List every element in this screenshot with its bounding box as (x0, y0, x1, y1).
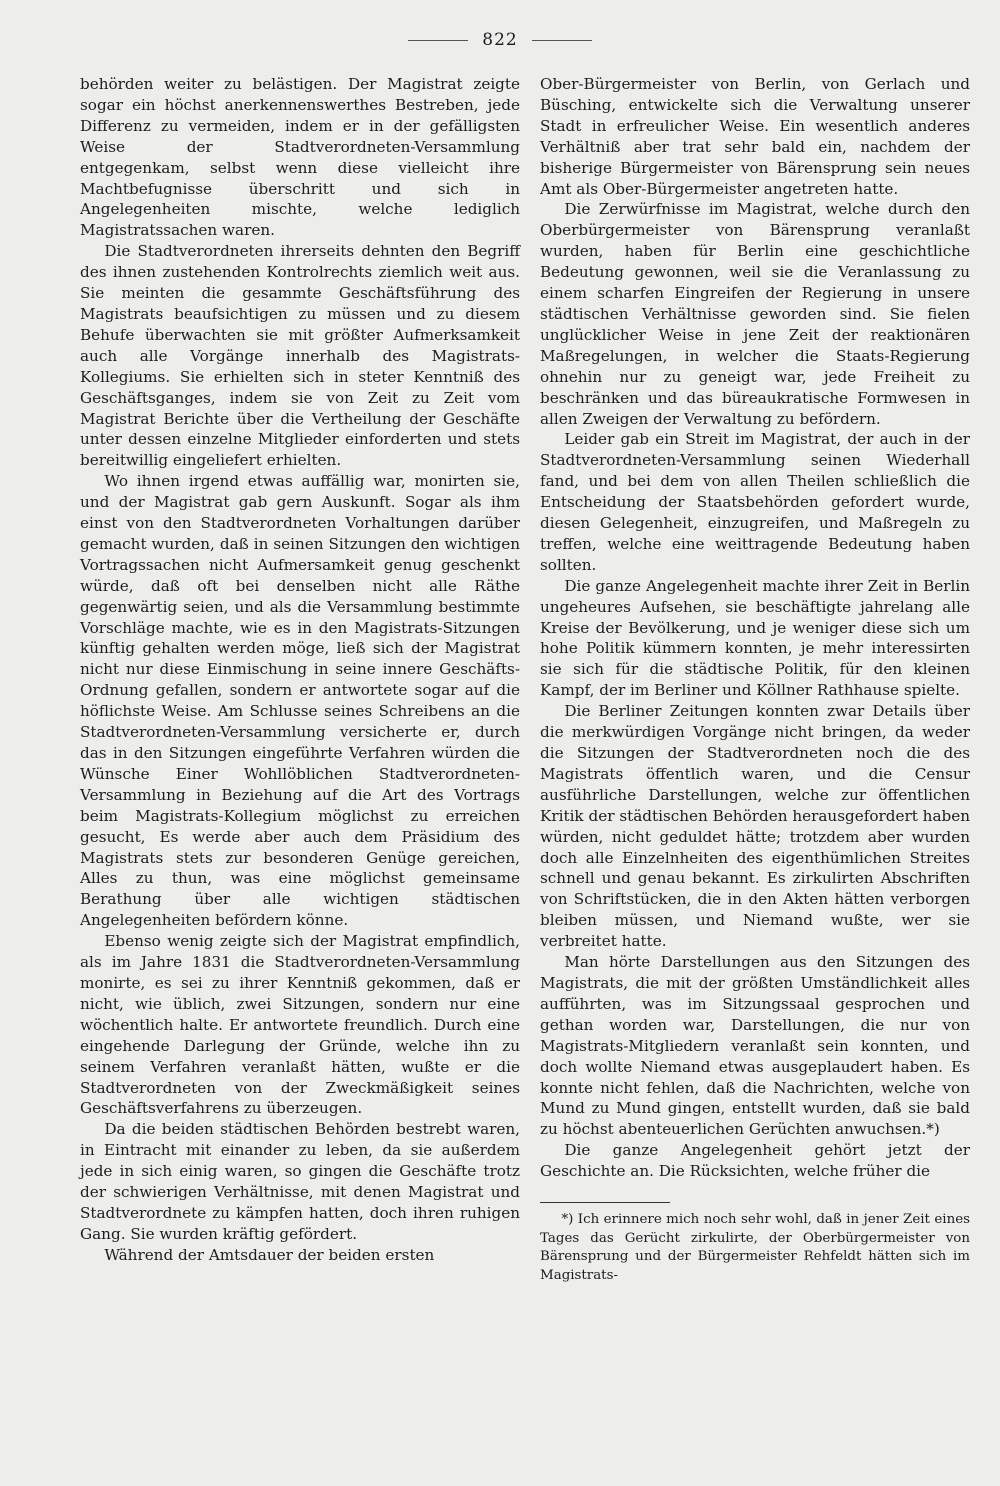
footnote: *) Ich erinnere mich noch sehr wohl, daß in jener Zeit eines Tages das Gerücht zirkulirte, der Oberbürgermeister von Bärensprung und der Bürgermeister Rehfeldt hätten sich im Magistrats- (540, 1212, 970, 1283)
paragraph: Die ganze Angelegenheit gehört jetzt der Geschichte an. Die Rücksichten, welche früher die (540, 1141, 970, 1181)
paragraph: Während der Amtsdauer der beiden ersten (104, 1245, 435, 1264)
paragraph: Die Zerwürfnisse im Magistrat, welche durch den Oberbürgermeister von Bärensprung veranlaßt wurden, haben für Berlin eine geschichtliche Bedeutung gewonnen, weil sie die Veranlassung zu einem scharfen Eingreifen der Regierung in unsere städtischen Verhältnisse geworden sind. Sie fielen unglücklicher Weise in jene Zeit der reaktionären Maßregelungen, in welcher die Staats-Regierung ohnehin nur zu geneigt war, jede Freiheit zu beschränken und das büreaukratische Formwesen in allen Zweigen der Verwaltung zu befördern. (540, 200, 970, 428)
paragraph: Ober-Bürgermeister von Berlin, von Gerlach und Büsching, entwickelte sich die Verwaltung unserer Stadt in erfreulicher Weise. Ein wesentlich anderes Verhältniß aber trat sehr bald ein, nachdem der bisherige Bürgermeister von Bärensprung sein neues Amt als Ober-Bürgermeister angetreten hatte. (540, 75, 970, 198)
paragraph: Die Berliner Zeitungen konnten zwar Details über die merkwürdigen Vorgänge nicht bringen, da weder die Sitzungen der Stadtverordneten noch die des Magistrats öffentlich waren, und die Censur ausführliche Darstellungen, welche zur öffentlichen Kritik der städtischen Behörden herausgefordert haben würden, nicht geduldet hätte; trotzdem aber wurden doch alle Einzelnheiten des eigenthümlichen Streites schnell und genau bekannt. Es zirkulirten Abschriften von Schriftstücken, die in den Akten hätten verborgen bleiben müssen, und Niemand wußte, wer sie verbreitet hatte. (540, 702, 970, 951)
paragraph: Leider gab ein Streit im Magistrat, der auch in der Stadtverordneten-Versammlung seinen Wiederhall fand, und bei dem von allen Theilen schließlich die Entscheidung der Staatsbehörden gefordert wurde, diesen Gelegenheit, einzugreifen, und Maßregeln zu treffen, welche eine weittragende Bedeutung haben sollten. (540, 430, 970, 574)
header-rule-right (532, 40, 592, 41)
paragraph: behörden weiter zu belästigen. Der Magistrat zeigte sogar ein höchst anerkennenswerthes Bestreben, jede Differenz zu vermeiden, indem er in der gefälligsten Weise der Stadtverordneten-Versammlung entgegenkam, selbst wenn diese vielleicht ihre Machtbefugnisse überschritt und sich in Angelegenheiten mischte, welche lediglich Magistratssachen waren. (80, 75, 520, 240)
paragraph: Man hörte Darstellungen aus den Sitzungen des Magistrats, die mit der größten Umständlichkeit alles aufführten, was im Sitzungssaal gesprochen und gethan worden war, Darstellungen, die nur von Magistrats-Mitgliedern veranlaßt sein konnten, und doch wollte Niemand etwas ausgeplaudert haben. Es konnte nicht fehlen, daß die Nachrichten, welche von Mund zu Mund gingen, entstellt wurden, daß sie bald zu höchst abenteuerlichen Gerüchten anwuchsen.*) (540, 953, 970, 1139)
page-number: 822 (482, 30, 518, 50)
paragraph: Die Stadtverordneten ihrerseits dehnten den Begriff des ihnen zustehenden Kontrolrechts ziemlich weit aus. Sie meinten die gesammte Geschäftsführung des Magistrats beaufsichtigen zu müssen und zu diesem Behufe überwachten sie mit größter Aufmerksamkeit auch alle Vorgänge innerhalb des Magistrats-Kollegiums. Sie erhielten sich in steter Kenntniß des Geschäftsganges, indem sie von Zeit zu Zeit vom Magistrat Berichte über die Vertheilung der Geschäfte unter dessen einzelne Mitglieder einforderten und stets bereitwillig eingeliefert erhielten. (80, 242, 520, 470)
page-header (0, 30, 1000, 50)
paragraph: Wo ihnen irgend etwas auffällig war, monirten sie, und der Magistrat gab gern Auskunft. Sogar als ihm einst von den Stadtverordneten Vorhaltungen darüber gemacht wurden, daß in seinen Sitzungen den wichtigen Vortragssachen nicht Aufmersamkeit genug geschenkt würde, daß oft bei denselben nicht alle Räthe gegenwärtig seien, und als die Versammlung bestimmte Vorschläge machte, wie es in den Magistrats-Sitzungen künftig gehalten werden möge, ließ sich der Magistrat nicht nur diese Einmischung in seine innere Geschäfts-Ordnung gefallen, sondern er antwortete sogar auf die höflichste Weise. Am Schlusse seines Schreibens an die Stadtverordneten-Versammlung versicherte er, durch das in den Sitzungen eingeführte Verfahren würden die Wünsche Einer Wohllöblichen Stadtverordneten-Versammlung in Beziehung auf die Art des Vortrags beim Magistrats-Kollegium möglichst zu erreichen gesucht, Es werde aber auch dem Präsidium des Magistrats stets zur besonderen Genüge gereichen, Alles zu thun, was eine möglichst gemeinsame Berathung über alle wichtigen städtischen Angelegenheiten befördern könne. (80, 472, 520, 930)
paragraph: Ebenso wenig zeigte sich der Magistrat empfindlich, als im Jahre 1831 die Stadtverordneten-Versammlung monirte, es sei zu ihrer Kenntniß gekommen, daß er nicht, wie üblich, zwei Sitzungen, sondern nur eine wöchentlich halte. Er antwortete freundlich. Durch eine eingehende Darlegung der Gründe, welche ihn zu seinem Verfahren veranlaßt hätten, wußte er die Stadtverordneten von der Zweckmäßigkeit seines Geschäftsverfahrens zu überzeugen. (80, 932, 520, 1118)
paragraph: Die ganze Angelegenheit machte ihrer Zeit in Berlin ungeheures Aufsehen, sie beschäftigte jahrelang alle Kreise der Bevölkerung, und je weniger diese sich um hohe Politik kümmern konnten, je mehr interessirten sie sich für die städtische Politik, für den kleinen Kampf, der im Berliner und Köllner Rathhause spielte. (540, 576, 970, 700)
left-column (80, 74, 520, 1285)
header-rule-left (408, 40, 468, 41)
text-columns (80, 74, 970, 1285)
footnote-rule (540, 1202, 670, 1203)
right-column (540, 74, 970, 1285)
paragraph: Da die beiden städtischen Behörden bestrebt waren, in Eintracht mit einander zu leben, da sie außerdem jede in sich einig waren, so gingen die Geschäfte trotz der schwierigen Verhältnisse, mit denen Magistrat und Stadtverordnete zu kämpfen hatten, doch ihren ruhigen Gang. Sie wurden kräftig gefördert. (80, 1120, 520, 1243)
